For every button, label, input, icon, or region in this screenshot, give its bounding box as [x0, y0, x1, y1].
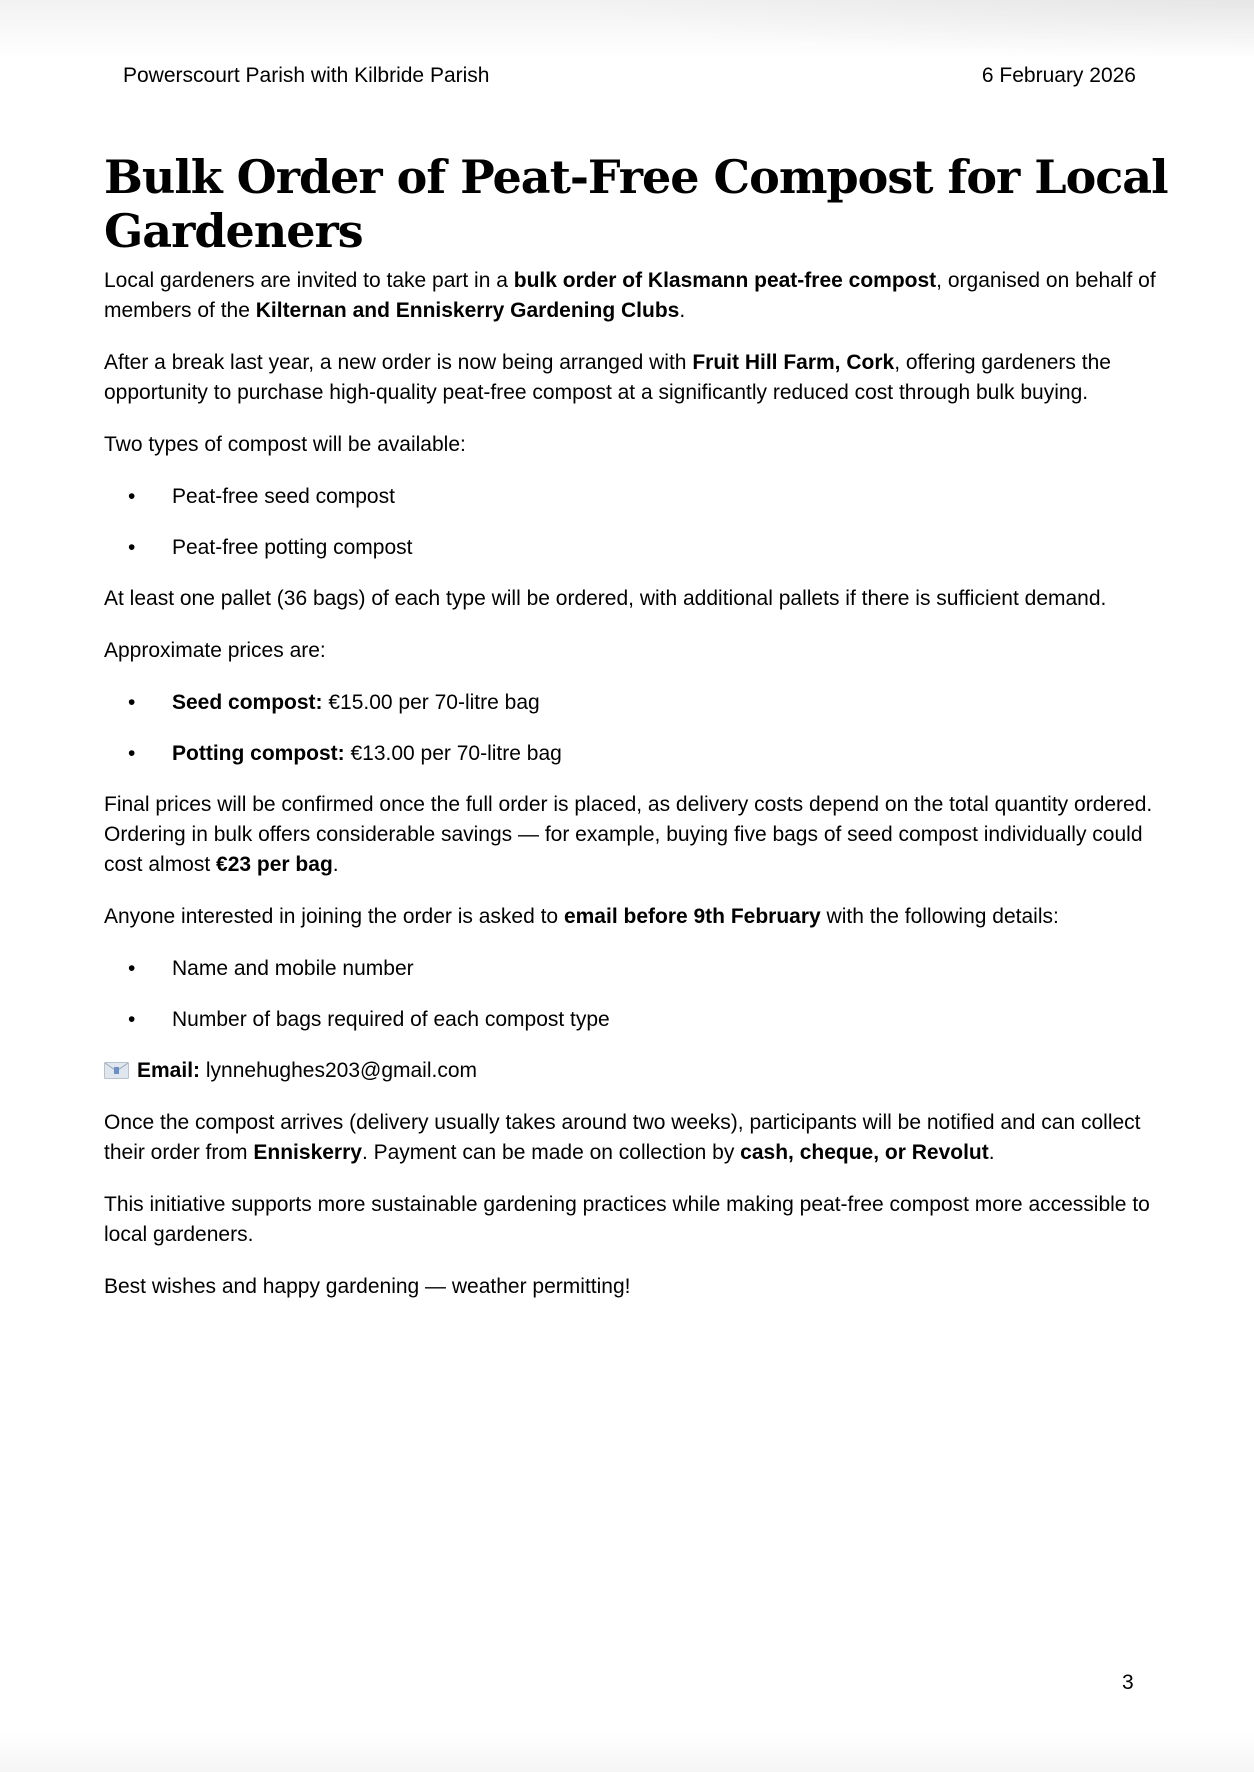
intro-paragraph: Local gardeners are invited to take part in a bulk order of Klasmann peat-free compost, organised on behalf of members of the Kilternan and Enniskerry Gardening Clubs.	[104, 269, 1156, 322]
details-list	[104, 954, 1176, 1035]
list-item: • Peat-free seed compost	[104, 482, 1176, 512]
list-item: • Peat-free potting compost	[104, 533, 1176, 563]
prices-list	[104, 688, 1176, 769]
bullet: •	[128, 691, 136, 714]
email-address[interactable]: lynnehughes203@gmail.com	[200, 1059, 478, 1082]
prices-intro: Approximate prices are:	[104, 639, 326, 662]
bullet: •	[128, 957, 136, 980]
collection-paragraph: Once the compost arrives (delivery usually takes around two weeks), participants will be notified and can collect their order from Enniskerry. Payment can be made on collection by cash, cheque, or Revolut.	[104, 1111, 1141, 1164]
bullet: •	[128, 485, 136, 508]
article	[104, 150, 1176, 1324]
email-line: Email: lynnehughes203@gmail.com	[104, 1056, 1176, 1086]
page-number: 3	[1122, 1671, 1134, 1694]
supplier-paragraph: After a break last year, a new order is now being arranged with Fruit Hill Farm, Cork, offering gardeners the opportunity to purchase high-quality peat-free compost at a significantly reduced cost through bulk buying.	[104, 351, 1111, 404]
list-item: • Name and mobile number	[104, 954, 1176, 984]
closing-paragraph: Best wishes and happy gardening — weather permitting!	[104, 1275, 631, 1298]
pallet-paragraph: At least one pallet (36 bags) of each type will be ordered, with additional pallets if there is sufficient demand.	[104, 587, 1107, 610]
bullet: •	[128, 536, 136, 559]
header-parish: Powerscourt Parish with Kilbride Parish	[123, 64, 490, 87]
initiative-paragraph: This initiative supports more sustainable gardening practices while making peat-free compost more accessible to local gardeners.	[104, 1193, 1150, 1246]
bullet: •	[128, 1008, 136, 1031]
final-prices-paragraph: Final prices will be confirmed once the full order is placed, as delivery costs depend on the total quantity ordered. Ordering in bulk offers considerable savings — for example, buying five bags of seed compost individually could cost almost €23 per bag.	[104, 793, 1153, 876]
compost-types-list	[104, 482, 1176, 563]
envelope-icon	[104, 1058, 129, 1075]
top-right-shadow	[554, 0, 1254, 60]
header-date: 6 February 2026	[981, 64, 1136, 87]
list-item: • Number of bags required of each compost type	[104, 1005, 1176, 1035]
page-title: Bulk Order of Peat-Free Compost for Local Gardeners	[104, 150, 1168, 258]
list-item: • Potting compost: €13.00 per 70-litre bag	[104, 739, 1176, 769]
bottom-shadow	[0, 1732, 1254, 1772]
join-paragraph: Anyone interested in joining the order is asked to email before 9th February with the following details:	[104, 905, 1059, 928]
bullet: •	[128, 742, 136, 765]
types-intro: Two types of compost will be available:	[104, 433, 466, 456]
list-item: • Seed compost: €15.00 per 70-litre bag	[104, 688, 1176, 718]
